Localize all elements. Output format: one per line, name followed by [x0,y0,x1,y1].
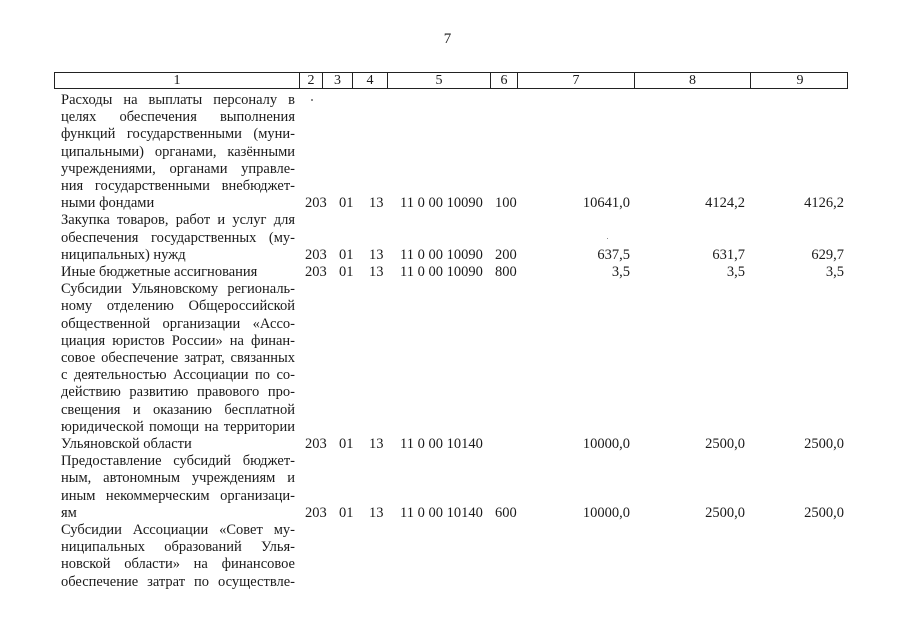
cell-c2: 203 [305,264,327,280]
table-row [0,281,905,453]
row-description [61,453,295,522]
cell-c4: 13 [369,195,384,212]
cell-c5: 11 0 00 10140 [400,435,483,452]
description-line: учреждениями, органами управле- [61,160,295,177]
description-line: с деятельностью Ассоциации по со- [61,367,295,384]
description-line: функций государственными (муни- [61,126,295,143]
cell-c7: 10641,0 [582,195,630,212]
description-line: совое обеспечение затрат, связанных [61,349,295,366]
cell-c3: 01 [339,246,354,263]
cell-c8: 4124,2 [705,195,745,212]
row-description [61,264,295,281]
cell-c7: 3,5 [611,264,630,280]
cell-c3: 01 [339,504,354,521]
cell-c9: 2500,0 [804,504,844,521]
header-cell-7: 7 [517,73,634,88]
cell-c8: 3,5 [726,264,745,280]
description-line: Ульяновской области [61,435,192,452]
cell-c2: 203 [305,435,327,452]
description-line: целях обеспечения выполнения [61,109,295,126]
description-line: иным некоммерческим организаци- [61,487,295,504]
header-cell-5: 5 [387,73,490,88]
header-cell-1: 1 [173,73,181,88]
description-line: ния государственными внебюджет- [61,177,295,194]
description-line: ному отделению Общероссийской [61,298,295,315]
description-line: ными фондами [61,195,155,212]
table-row [0,264,905,281]
header-cell-2: 2 [299,73,322,88]
table-row [0,453,905,522]
row-description [61,522,295,591]
description-line: циация юристов России» на финан- [61,332,295,349]
page-number: 7 [443,31,452,47]
cell-c9: 4126,2 [804,195,844,212]
description-line: новской области» на финансовое [61,556,295,573]
row-description [61,281,295,453]
cell-c4: 13 [369,264,384,280]
header-cell-9: 9 [750,73,849,88]
header-cell-4: 4 [352,73,387,88]
cell-c2: 203 [305,504,327,521]
description-line: ниципальных) нужд [61,246,186,263]
cell-c8: 2500,0 [705,504,745,521]
description-line: свещения и оказанию бесплатной [61,401,295,418]
cell-c7: 637,5 [597,246,630,263]
table-header [54,72,848,89]
cell-c8: 631,7 [712,246,745,263]
cell-c2: 203 [305,195,327,212]
description-line: юридической помощи на территории [61,418,295,435]
table-row [0,212,905,264]
description-line: ципальными) органами, казёнными [61,143,295,160]
cell-c6: 200 [495,246,517,263]
description-line: общественной организации «Ассо- [61,315,295,332]
cell-c3: 01 [339,435,354,452]
cell-c9: 629,7 [811,246,844,263]
cell-c2: 203 [305,246,327,263]
description-line: Иные бюджетные ассигнования [61,264,258,280]
cell-c4: 13 [369,435,384,452]
description-line: обеспечение затрат по осуществле- [61,573,295,590]
cell-c5: 11 0 00 10140 [400,504,483,521]
cell-c3: 01 [339,195,354,212]
description-line: ям [61,504,77,521]
description-line: ным, автономным учреждениям и [61,470,295,487]
row-description [61,92,295,212]
cell-c8: 2500,0 [705,435,745,452]
header-cell-6: 6 [490,73,517,88]
cell-c7: 10000,0 [582,435,630,452]
cell-c5: 11 0 00 10090 [400,195,483,212]
table-row [0,522,905,591]
cell-c9: 2500,0 [804,435,844,452]
cell-c4: 13 [369,504,384,521]
cell-c5: 11 0 00 10090 [400,264,483,280]
scan-speck [607,238,608,239]
description-line: Закупка товаров, работ и услуг для [61,212,295,229]
cell-c9: 3,5 [825,264,844,280]
scan-speck [311,99,313,101]
header-cell-3: 3 [322,73,352,88]
cell-c7: 10000,0 [582,504,630,521]
description-line: Субсидии Ассоциации «Совет му- [61,522,295,538]
cell-c6: 100 [495,195,517,212]
description-line: Субсидии Ульяновскому региональ- [61,281,295,298]
row-description [61,212,295,264]
cell-c4: 13 [369,246,384,263]
description-line: ниципальных образований Улья- [61,539,295,556]
table-row [0,92,905,212]
cell-c3: 01 [339,264,354,280]
cell-c6: 600 [495,504,517,521]
cell-c5: 11 0 00 10090 [400,246,483,263]
description-line: Расходы на выплаты персоналу в [61,92,295,108]
description-line: Предоставление субсидий бюджет- [61,453,295,470]
cell-c6: 800 [495,264,517,280]
header-cell-8: 8 [634,73,750,88]
description-line: обеспечения государственных (му- [61,229,295,246]
description-line: действию развитию правового про- [61,384,295,401]
